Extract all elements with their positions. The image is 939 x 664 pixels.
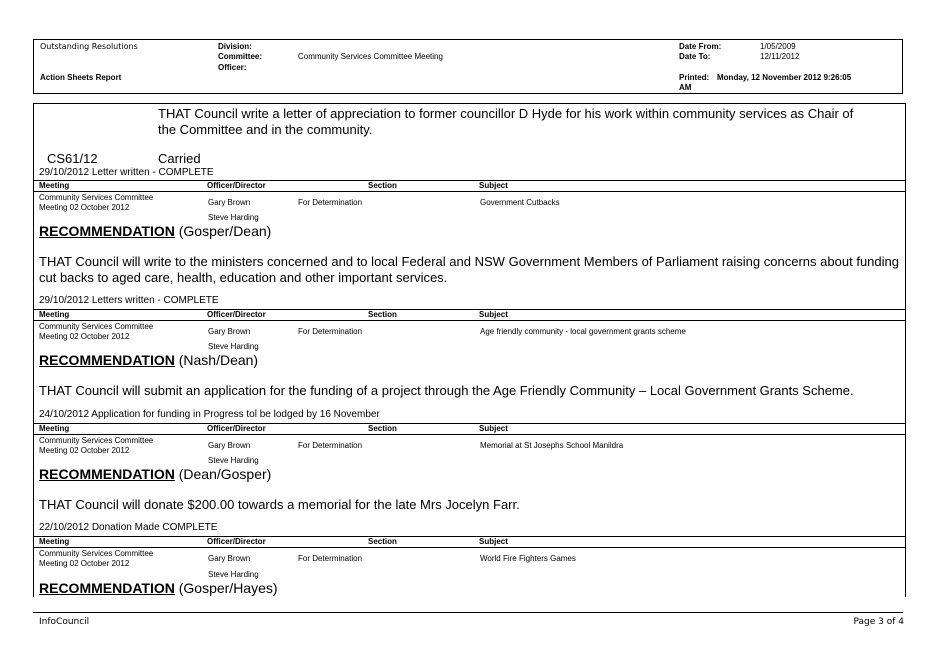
col-meeting: Meeting <box>39 424 70 433</box>
subject-value: Government Cutbacks <box>480 198 560 207</box>
meeting-line1: Community Services Committee <box>39 436 154 445</box>
recommendation-heading: RECOMMENDATION (Gosper/Hayes) <box>39 580 278 596</box>
printed-ampm: AM <box>679 83 692 92</box>
col-subject: Subject <box>479 537 508 546</box>
action-note: 29/10/2012 Letters written - COMPLETE <box>39 295 219 306</box>
meeting-line1: Community Services Committee <box>39 549 154 558</box>
col-officer: Officer/Director <box>207 537 266 546</box>
column-header-row <box>34 309 905 321</box>
printed-value: Monday, 12 November 2012 9:26:05 <box>717 73 852 82</box>
printed-label: Printed: <box>679 73 710 82</box>
col-subject: Subject <box>479 181 508 190</box>
date-to-value: 12/11/2012 <box>760 52 800 61</box>
division-label: Division: <box>218 42 252 51</box>
report-header <box>33 39 903 94</box>
subject-value: Memorial at St Josephs School Manildra <box>480 441 624 450</box>
section-value: For Determination <box>298 554 363 563</box>
section-value: For Determination <box>298 327 363 336</box>
column-header-row <box>34 536 905 548</box>
subject-value: Age friendly community - local government grants scheme <box>480 327 686 336</box>
meeting-line2: Meeting 02 October 2012 <box>39 559 130 568</box>
col-section: Section <box>368 537 397 546</box>
report-body <box>33 103 906 597</box>
lead-text-line2: the Committee and in the community. <box>158 122 373 137</box>
col-officer: Officer/Director <box>207 310 266 319</box>
col-meeting: Meeting <box>39 181 70 190</box>
date-from-value: 1/05/2009 <box>760 42 796 51</box>
resolution-text: THAT Council will donate $200.00 towards a memorial for the late Mrs Jocelyn Farr. <box>39 497 520 512</box>
resolution-text: THAT Council will write to the ministers concerned and to local Federal and NSW Government Members of Parliament raising concerns about funding cut backs to aged care, health, education and other important services. <box>39 254 899 285</box>
meeting-line2: Meeting 02 October 2012 <box>39 446 130 455</box>
col-officer: Officer/Director <box>207 424 266 433</box>
officer-name: Gary Brown <box>208 554 251 563</box>
col-section: Section <box>368 310 397 319</box>
section-value: For Determination <box>298 198 363 207</box>
meeting-line1: Community Services Committee <box>39 193 154 202</box>
column-header-row <box>34 423 905 435</box>
report-name: Outstanding Resolutions <box>40 42 138 51</box>
report-type: Action Sheets Report <box>40 73 122 82</box>
director-name: Steve Harding <box>208 213 259 222</box>
recommendation-heading: RECOMMENDATION (Nash/Dean) <box>39 352 259 368</box>
resolution-text: THAT Council will submit an application for the funding of a project through the Age Friendly Community – Local Government Grants Scheme. <box>39 383 854 398</box>
col-meeting: Meeting <box>39 537 70 546</box>
section-value: For Determination <box>298 441 363 450</box>
resolution-number: CS61/12 <box>47 151 98 166</box>
action-note: 29/10/2012 Letter written - COMPLETE <box>39 167 214 178</box>
recommendation-heading: RECOMMENDATION (Dean/Gosper) <box>39 466 272 482</box>
lead-text-line1: THAT Council write a letter of appreciation to former councillor D Hyde for his work within community services as Chair of <box>158 106 854 121</box>
director-name: Steve Harding <box>208 570 259 579</box>
resolution-status: Carried <box>158 151 201 166</box>
page-number: Page 3 of 4 <box>853 617 904 627</box>
committee-value: Community Services Committee Meeting <box>298 52 443 61</box>
meeting-line2: Meeting 02 October 2012 <box>39 203 130 212</box>
meeting-line2: Meeting 02 October 2012 <box>39 332 130 341</box>
footer-brand: InfoCouncil <box>39 617 90 627</box>
recommendation-heading: RECOMMENDATION (Gosper/Dean) <box>39 223 272 239</box>
footer-divider <box>33 612 903 613</box>
col-meeting: Meeting <box>39 310 70 319</box>
subject-value: World Fire Fighters Games <box>480 554 576 563</box>
action-note: 24/10/2012 Application for funding in Progress tol be lodged by 16 November <box>39 409 380 420</box>
date-to-label: Date To: <box>679 52 711 61</box>
director-name: Steve Harding <box>208 456 259 465</box>
col-subject: Subject <box>479 424 508 433</box>
col-section: Section <box>368 181 397 190</box>
officer-name: Gary Brown <box>208 327 251 336</box>
meeting-line1: Community Services Committee <box>39 322 154 331</box>
column-header-row <box>34 180 905 192</box>
officer-name: Gary Brown <box>208 198 251 207</box>
officer-label: Officer: <box>218 63 247 72</box>
col-subject: Subject <box>479 310 508 319</box>
action-note: 22/10/2012 Donation Made COMPLETE <box>39 522 218 533</box>
col-section: Section <box>368 424 397 433</box>
col-officer: Officer/Director <box>207 181 266 190</box>
director-name: Steve Harding <box>208 342 259 351</box>
date-from-label: Date From: <box>679 42 722 51</box>
committee-label: Committee: <box>218 52 263 61</box>
officer-name: Gary Brown <box>208 441 251 450</box>
